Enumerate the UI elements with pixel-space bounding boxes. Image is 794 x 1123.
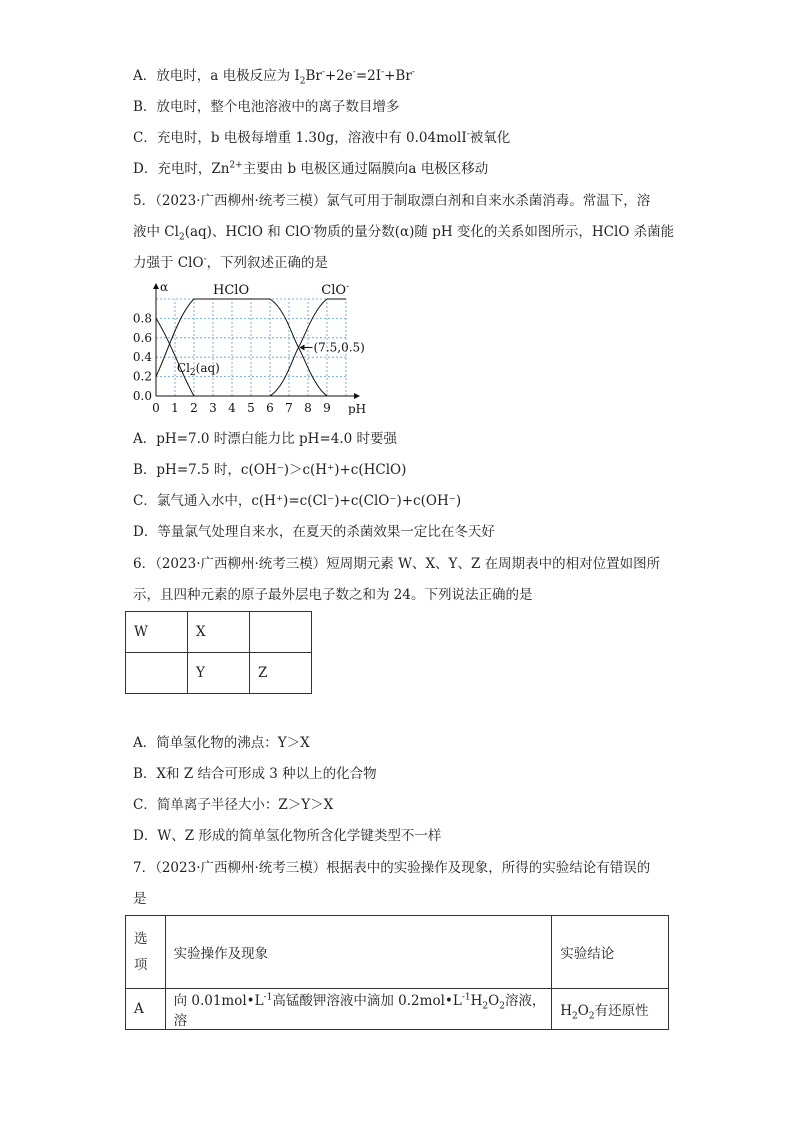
q4-option-a: A．放电时，a 电极反应为 $I_2Br^-+2e^-=2I^-+Br^-$ (133, 67, 415, 87)
q6-option-a: A．简单氢化物的沸点：Y＞X (133, 735, 310, 751)
annotation-arrow-head (300, 345, 305, 351)
row-a-option: A (126, 989, 166, 1030)
q5-stem-line3: 力强于 ClO-，下列叙述正确的是 (133, 254, 329, 271)
row-a-operation: 向 $0.01mol•L^{-1}$高锰酸钾溶液中滴加 $0.2mol•L^{-1}H_2O_2$溶液，溶 (165, 989, 552, 1030)
q6-stem-line2: 示，且四种元素的原子最外层电子数之和为 24。下列说法正确的是 (133, 587, 533, 603)
cell-x: X (188, 612, 250, 653)
table-row (126, 653, 312, 694)
x-tick-label: 4 (228, 401, 236, 415)
q5-option-c: C．氯气通入水中，c(H⁺)=c(Cl⁻)+c(ClO⁻)+c(OH⁻) (133, 493, 462, 509)
table-header-row (126, 916, 669, 989)
x-tick-label: 8 (304, 401, 312, 415)
table-row (126, 989, 669, 1030)
q5-option-a: A．pH=7.0 时漂白能力比 pH=4.0 时要强 (133, 431, 398, 447)
x-tick-label: 5 (247, 401, 255, 415)
q6-option-b: B．X和 Z 结合可形成 3 种以上的化合物 (133, 766, 377, 782)
x-tick-label: 1 (171, 401, 179, 415)
x-tick-label: 2 (190, 401, 198, 415)
x-tick-label: 7 (285, 401, 293, 415)
q4-option-b: B．放电时，整个电池溶液中的离子数目增多 (133, 99, 400, 115)
header-conclusion: 实验结论 (552, 916, 669, 989)
x-tick-label: 0 (152, 401, 160, 415)
header-operation: 实验操作及现象 (165, 916, 552, 989)
q5-stem-line2: 液中 $Cl_2(aq)$、HClO 和 ClO-物质的量分数(α)随 pH 变化的关系如图所示，HClO 杀菌能 (133, 223, 675, 243)
q5-option-d: D．等量氯气处理自来水，在夏天的杀菌效果一定比在冬天好 (133, 524, 495, 540)
header-option: 选 项 (126, 916, 166, 989)
y-axis-title: α (160, 283, 169, 294)
periodic-position-table (125, 611, 312, 694)
row-a-conclusion: $H_2O_2$有还原性 (552, 989, 669, 1030)
q6-option-c: C．简单离子半径大小：Z＞Y＞X (133, 797, 334, 813)
cell-empty (126, 653, 188, 694)
series-label-hclo: HClO (213, 283, 250, 298)
x-tick-label: 6 (266, 401, 274, 415)
y-tick-label: 0.0 (132, 389, 152, 403)
experiment-table (125, 915, 669, 1030)
y-tick-label: 0.4 (132, 350, 152, 365)
alpha-ph-chart (128, 283, 378, 415)
x-tick-label: 3 (209, 401, 217, 415)
q5-option-b: B．pH=7.5 时，c(OH⁻)＞c(H⁺)+c(HClO) (133, 462, 407, 478)
q4-option-d: D．充电时，$Zn^{2+}$主要由 b 电极区通过隔膜向a 电极区移动 (133, 160, 489, 177)
q4-option-c: C．充电时，b 电极每增重 1.30g，溶液中有 0.04molI-被氧化 (133, 129, 511, 146)
x-axis-title: pH (348, 402, 367, 415)
cell-w: W (126, 612, 188, 653)
q7-stem-line2: 是 (133, 891, 147, 907)
x-axis-arrow (354, 393, 360, 399)
q6-option-d: D．W、Z 形成的简单氢化物所含化学键类型不一样 (133, 828, 442, 844)
series-label-cl2: $Cl_2(aq)$ (176, 360, 220, 378)
annotation-label: (7.5,0.5) (313, 340, 365, 355)
x-tick-label: 9 (323, 401, 331, 415)
cell-empty (250, 612, 312, 653)
cell-z: Z (250, 653, 312, 694)
y-tick-label: 0.2 (132, 369, 152, 384)
y-tick-label: 0.8 (132, 311, 152, 326)
y-tick-label: 0.6 (132, 330, 152, 345)
q7-stem-line1: 7．（2023·广西柳州·统考三模）根据表中的实验操作及现象，所得的实验结论有错误的 (133, 860, 651, 876)
y-axis-arrow (153, 283, 159, 289)
series-label-clo: ClO- (321, 283, 350, 298)
cell-y: Y (188, 653, 250, 694)
q5-stem-line1: 5．（2023·广西柳州·统考三模）氯气可用于制取漂白剂和自来水杀菌消毒。常温下，溶 (133, 193, 651, 209)
q6-stem-line1: 6．（2023·广西柳州·统考三模）短周期元素 W、X、Y、Z 在周期表中的相对位置如图所 (133, 556, 661, 572)
table-row (126, 612, 312, 653)
